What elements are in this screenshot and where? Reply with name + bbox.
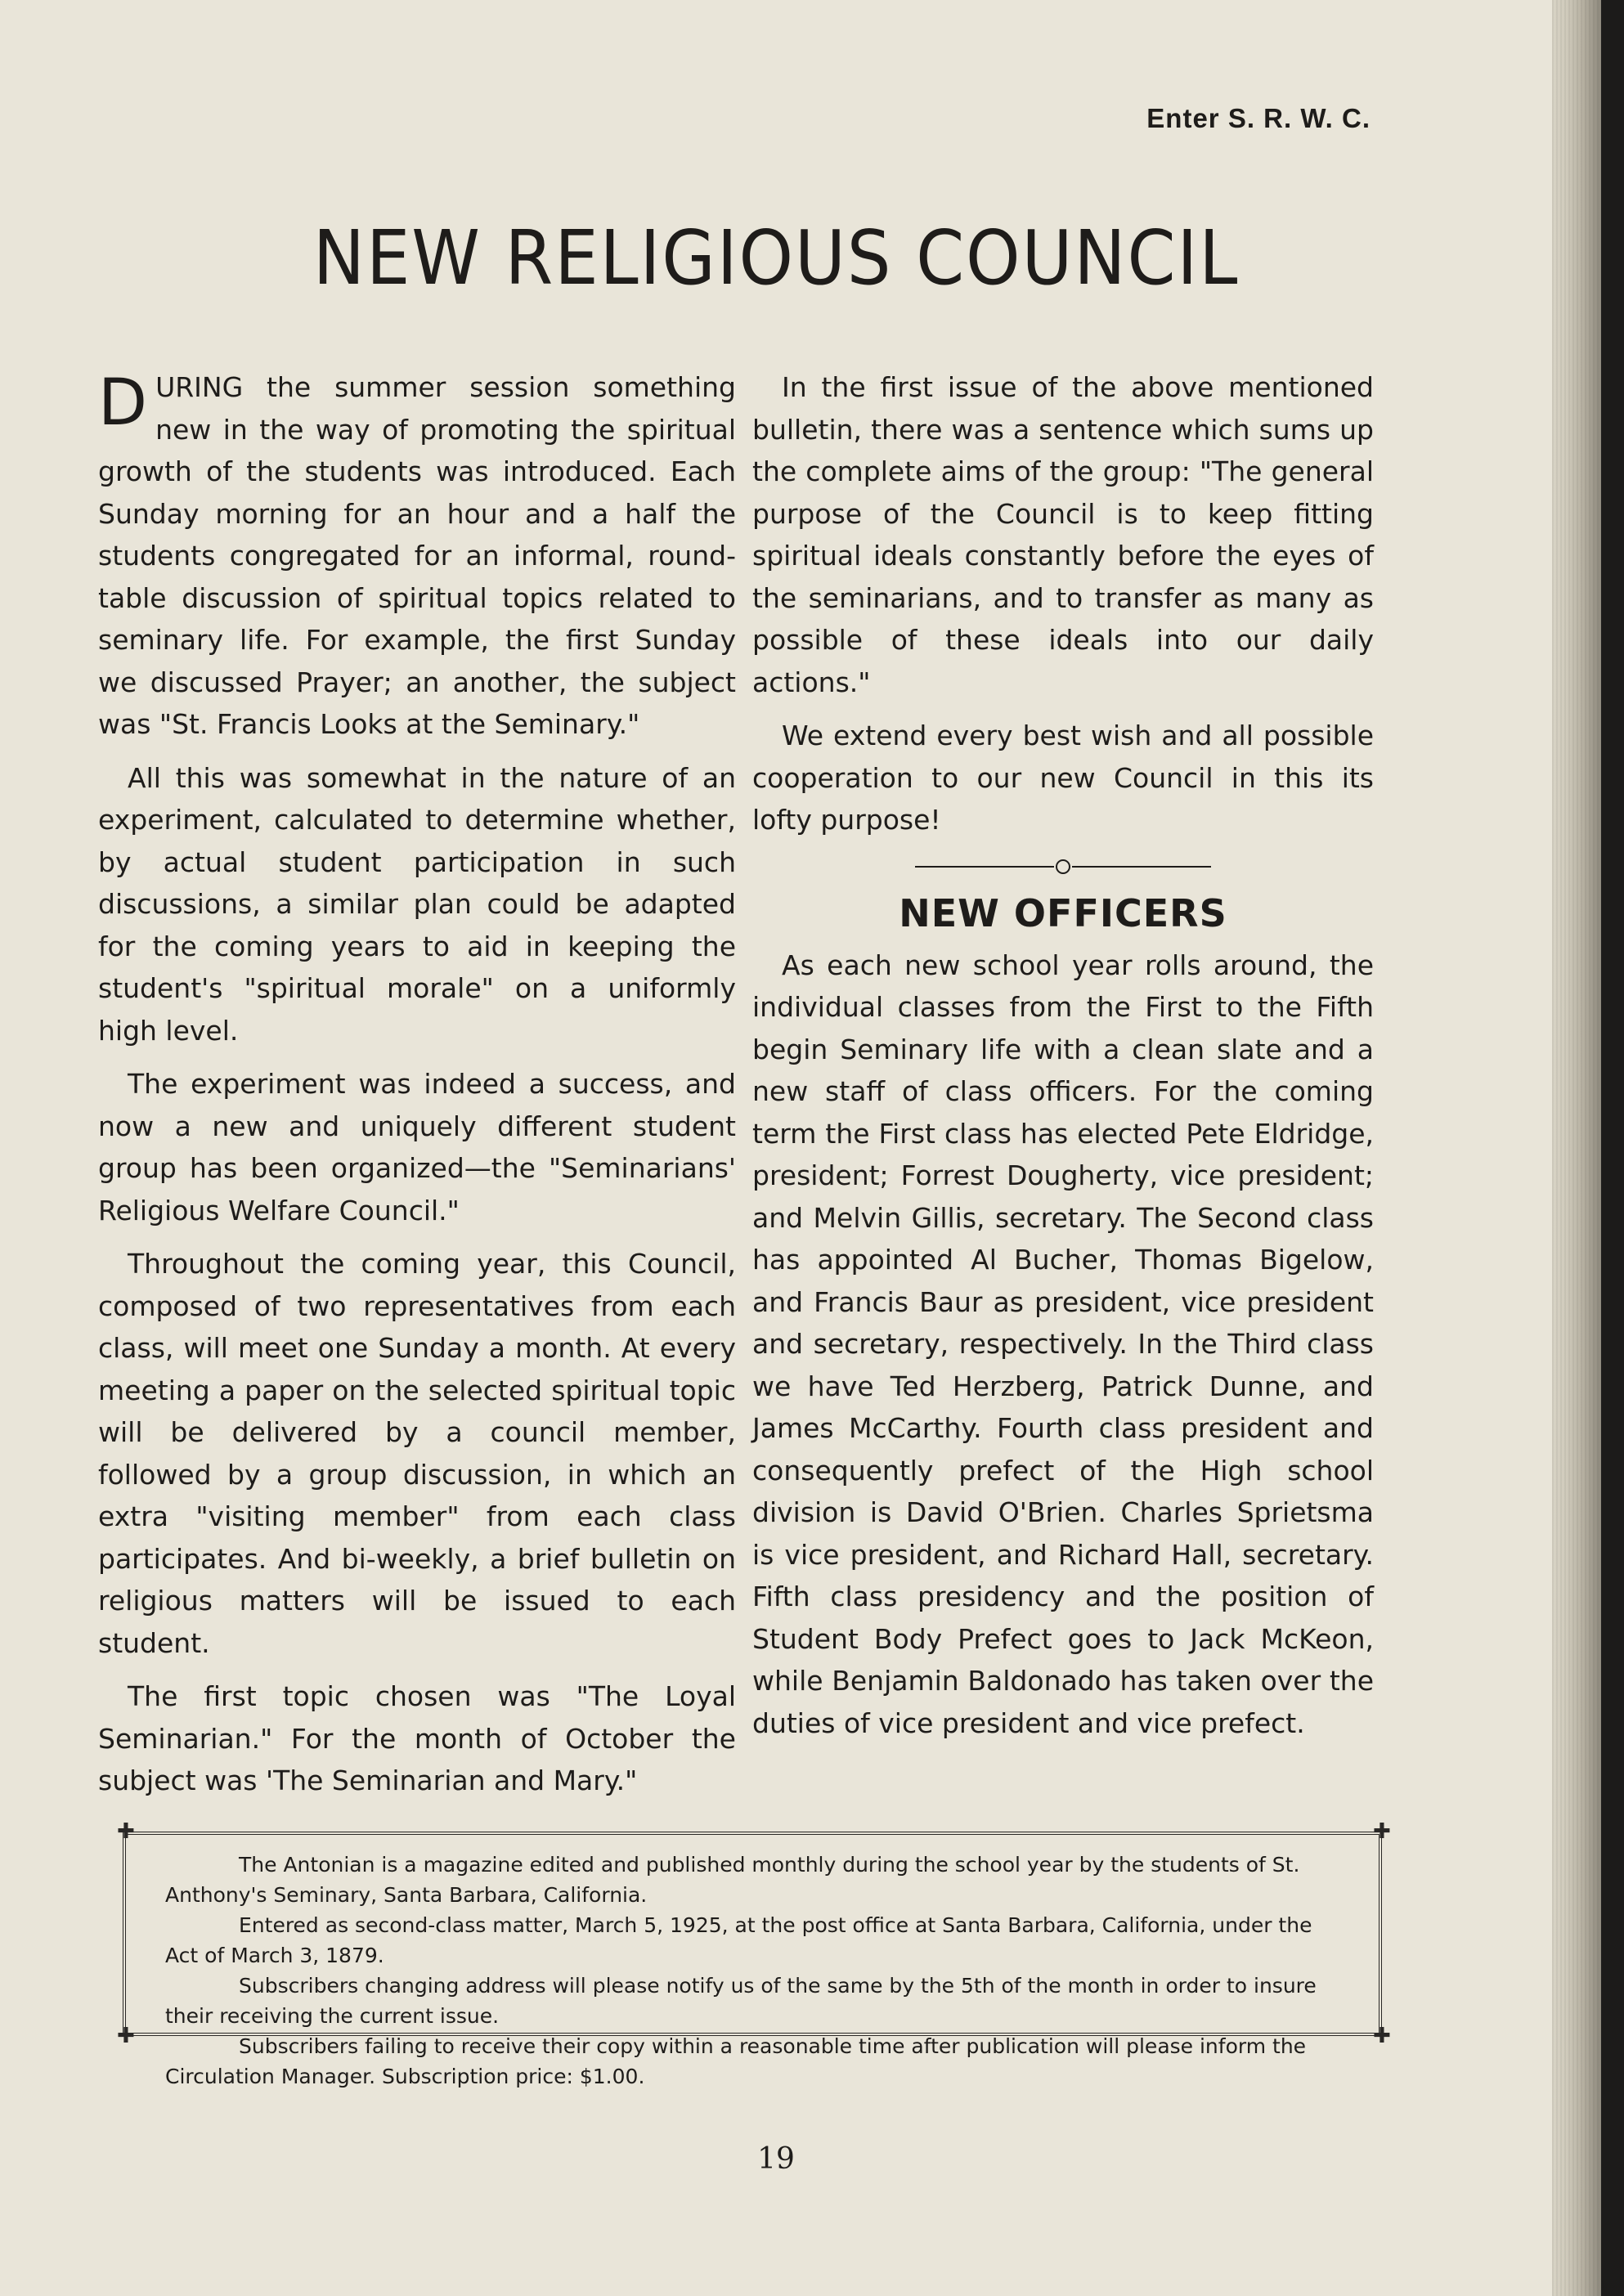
drop-cap: D [98, 366, 148, 440]
page-edge [1552, 0, 1601, 2296]
officers-paragraph: As each new school year rolls around, the individual classes from the First to the Fifth begin Seminary life with a clean slate and a new staff of class officers. For the coming term the First class has elected Pete Eldridge, president; Forrest Dougherty, vice president; and Melvin Gillis, secretary. The Second class has appointed Al Bucher, Thomas Bigelow, and Francis Baur as president, vice president and secretary, respectively. In the Third class we have Ted Herzberg, Patrick Dunne, and James McCarthy. Fourth class president and consequently prefect of the High school division is David O'Brien. Charles Sprietsma is vice president, and Richard Hall, secretary. Fifth class presidency and the position of Student Body Prefect goes to Jack McKeon, while Benjamin Baldonado has taken over the duties of vice president and vice prefect. [752, 948, 1374, 1739]
section-divider [752, 859, 1374, 874]
left-column [98, 366, 736, 1814]
divider-line [915, 866, 1054, 868]
page-number: 19 [757, 2142, 795, 2176]
notice-line: Subscribers changing address will please notify us of the same by the 5th of the month in order to insure their receiving the current issue. [165, 1974, 1317, 2028]
article-paragraph-4: Throughout the coming year, this Council, composed of two representatives from each class, will meet one Sunday a month. At every meeting a paper on the selected spiritual topic will be delivered by a council member, followed by a group discussion, in which an extra "visiting member" from each class participates. And bi-weekly, a brief bulletin on religious matters will be issued to each student. [98, 1248, 736, 1659]
notice-line: The Antonian is a magazine edited and published monthly during the school year by the students of St. Anthony's Seminary, Santa Barbara, California. [165, 1853, 1300, 1907]
page-title: NEW RELIGIOUS COUNCIL [312, 214, 1240, 302]
divider-line [1072, 866, 1211, 868]
corner-ornament: ✚ [1373, 1819, 1391, 1844]
notice-line: Subscribers failing to receive their copy within a reasonable time after publication will please inform the Circulation Manager. Subscription price: $1.00. [165, 2034, 1307, 2088]
corner-ornament: ✚ [1373, 2024, 1391, 2048]
officers-heading: NEW OFFICERS [899, 890, 1227, 935]
article-paragraph-2: All this was somewhat in the nature of an experiment, calculated to determine whether, by actual student participation in such discussions, a similar plan could be adapted for the coming years to aid in keeping the student's "spiritual morale" on a uniformly high level. [98, 761, 736, 1047]
section-label: Enter S. R. W. C. [1146, 103, 1371, 133]
book-binding [1601, 0, 1624, 2296]
corner-ornament: ✚ [117, 2024, 135, 2048]
notice-line: Entered as second-class matter, March 5, 1925, at the post office at Santa Barbara, California, under the Act of March 3, 1879. [165, 1913, 1312, 1967]
article-paragraph-1 [98, 366, 736, 746]
divider-ornament [1056, 859, 1070, 874]
article-paragraph-6: In the first issue of the above mentioned bulletin, there was a sentence which sums up the complete aims of the group: "The general purpose of the Council is to keep fitting spiritual ideals constantly before the eyes of the seminarians, and to transfer as many as possible of these ideals into our daily actions." [752, 371, 1374, 698]
paragraph-text: URING the summer session something new in the way of promoting the spiritual growth of the students was introduced. Each Sunday morning for an hour and a half the students congregated for an informal, round-table discussion of spiritual topics related to seminary life. For example, the first Sunday we discussed Prayer; an another, the subject was "St. Francis Looks at the Seminary." [98, 371, 736, 740]
right-column [752, 366, 1374, 1756]
corner-ornament: ✚ [117, 1819, 135, 1844]
article-paragraph-7: We extend every best wish and all possible cooperation to our new Council in this its lofty purpose! [752, 720, 1374, 836]
article-paragraph-5: The first topic chosen was "The Loyal Seminarian." For the month of October the subject was 'The Seminarian and Mary." [98, 1680, 736, 1796]
masthead-notice-box [117, 1819, 1391, 2088]
article-paragraph-3: The experiment was indeed a success, and now a new and uniquely different student group has been organized—the "Seminarians' Religious Welfare Council." [98, 1068, 736, 1226]
